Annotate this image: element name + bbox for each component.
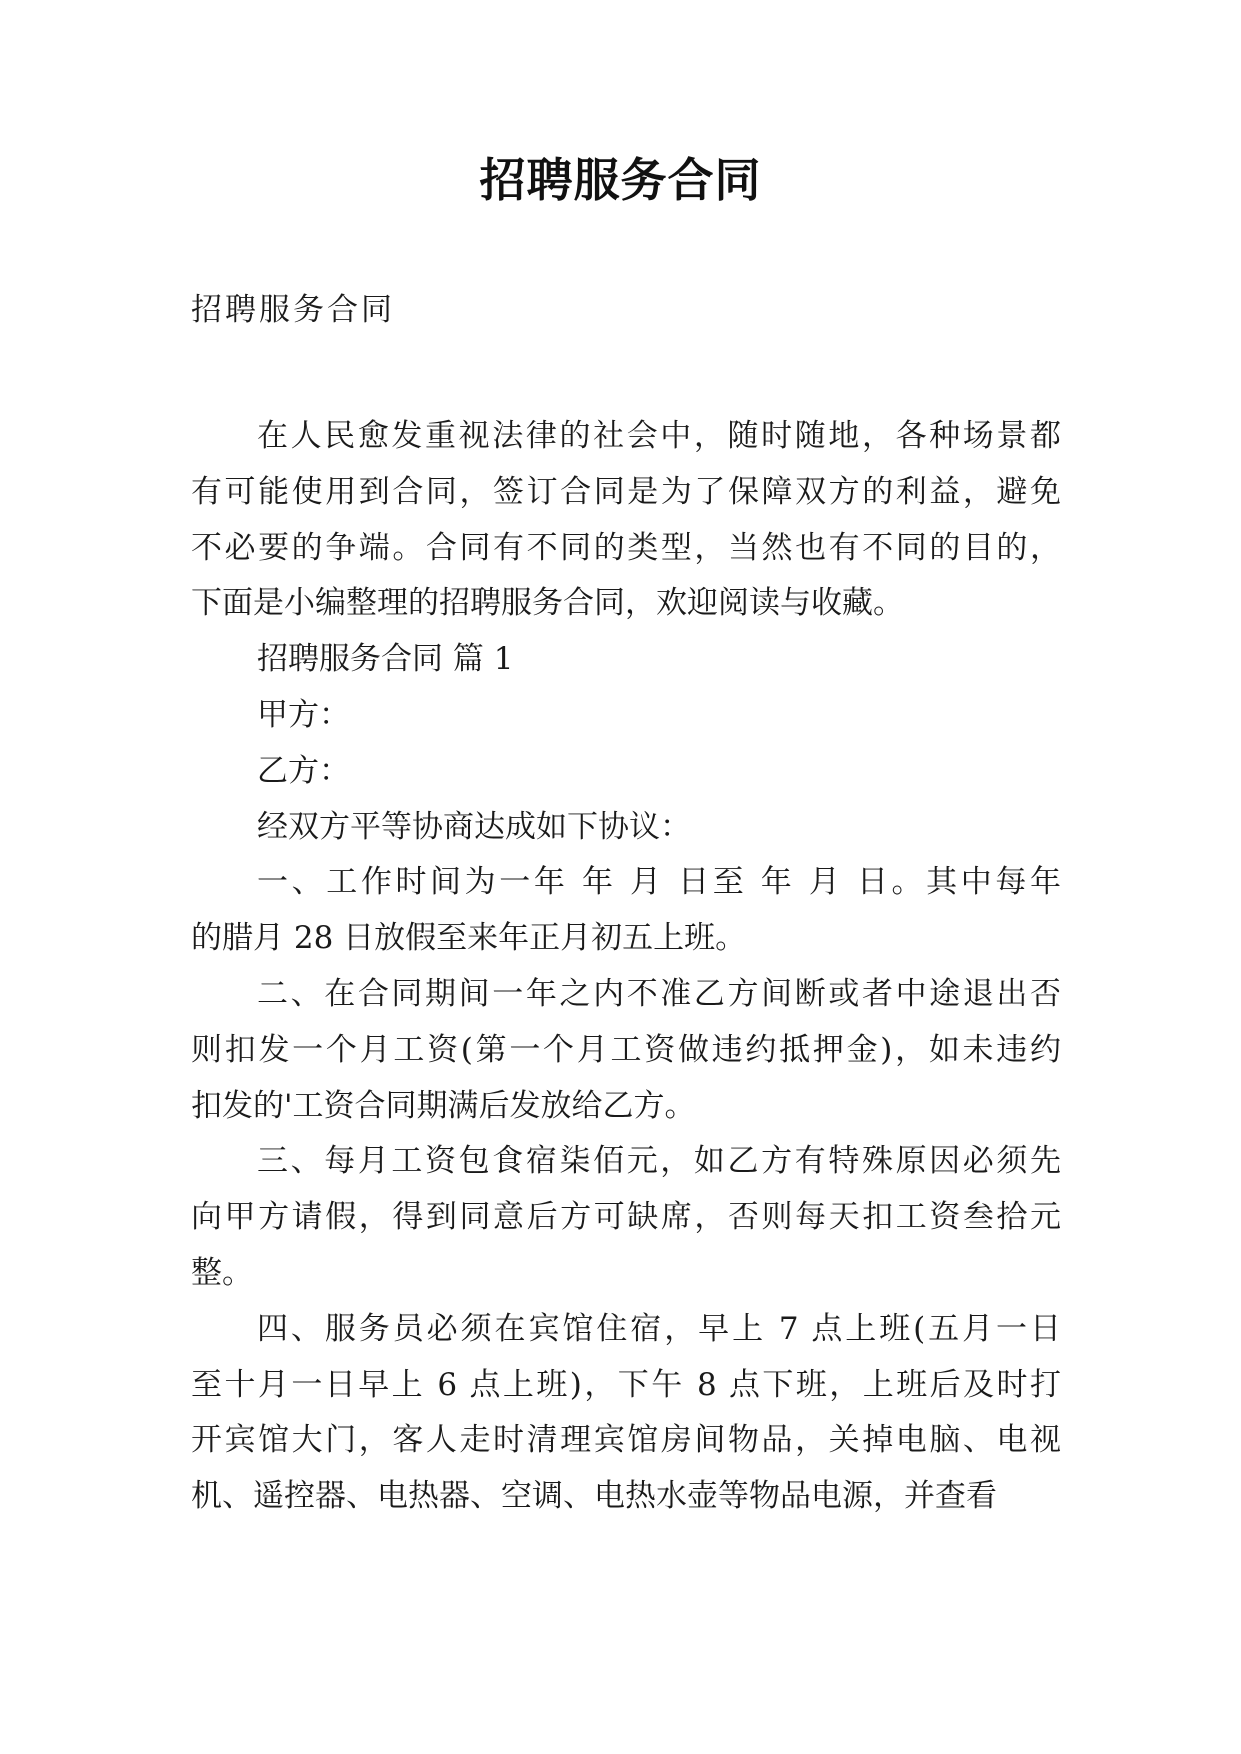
paragraph	[191, 632, 1061, 688]
paragraph-line: 开宾馆大门，客人走时清理宾馆房间物品，关掉电脑、电视	[191, 1422, 1061, 1459]
paragraph-line: 在人民愈发重视法律的社会中，随时随地，各种场景都	[257, 418, 1061, 454]
document-subtitle: 招聘服务合同	[191, 292, 395, 328]
paragraph-line: 甲方：	[257, 696, 350, 733]
paragraph-line: 机、遥控器、电热器、空调、电热水壶等物品电源，并查看	[191, 1478, 997, 1515]
paragraph	[191, 800, 1061, 856]
paragraph	[191, 688, 1061, 744]
paragraph-line: 不必要的争端。合同有不同的类型，当然也有不同的目的，	[191, 529, 1061, 566]
paragraph-line: 扣发的'工资合同期满后发放给乙方。	[191, 1087, 696, 1124]
paragraph-line: 向甲方请假，得到同意后方可缺席，否则每天扣工资叁拾元	[191, 1199, 1061, 1236]
paragraph	[191, 409, 1061, 632]
paragraph-line: 下面是小编整理的招聘服务合同，欢迎阅读与收藏。	[191, 585, 904, 622]
paragraph-line: 一、工作时间为一年 年 月 日至 年 月 日。其中每年	[257, 864, 1061, 901]
paragraph-line: 经双方平等协商达成如下协议：	[257, 808, 691, 845]
paragraph	[191, 1134, 1061, 1301]
document-body	[191, 409, 1061, 1525]
paragraph-line: 二、在合同期间一年之内不准乙方间断或者中途退出否	[257, 975, 1061, 1012]
paragraph-line: 整。	[191, 1254, 253, 1291]
paragraph	[191, 855, 1061, 967]
paragraph-line: 则扣发一个月工资(第一个月工资做违约抵押金)，如未违约	[191, 1031, 1061, 1068]
paragraph-line: 的腊月 28 日放假至来年正月初五上班。	[191, 920, 747, 957]
paragraph-line: 至十月一日早上 6 点上班)，下午 8 点下班，上班后及时打	[191, 1366, 1061, 1403]
paragraph-line: 招聘服务合同 篇 1	[257, 641, 514, 678]
paragraph	[191, 1302, 1061, 1525]
document-title: 招聘服务合同	[479, 153, 762, 207]
paragraph	[191, 967, 1061, 1134]
paragraph-line: 有可能使用到合同，签订合同是为了保障双方的利益，避免	[191, 473, 1061, 510]
paragraph-line: 乙方：	[257, 752, 350, 789]
paragraph	[191, 744, 1061, 800]
paragraph-line: 四、服务员必须在宾馆住宿，早上 7 点上班(五月一日	[257, 1310, 1061, 1347]
paragraph-line: 三、每月工资包食宿柒佰元，如乙方有特殊原因必须先	[257, 1143, 1061, 1180]
